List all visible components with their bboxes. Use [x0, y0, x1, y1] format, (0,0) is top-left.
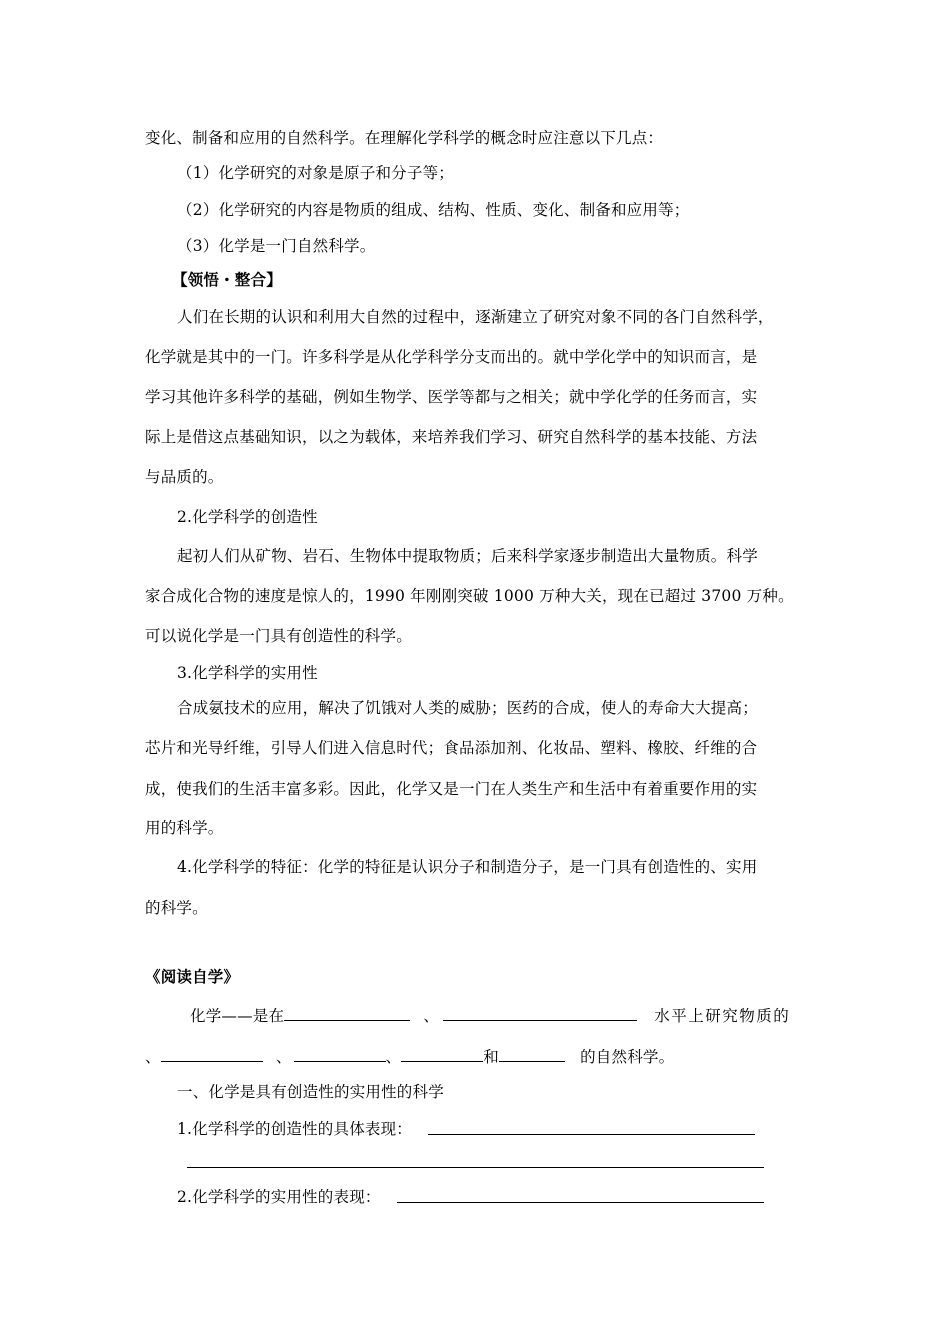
subsection-title: 2.化学科学的创造性: [177, 508, 318, 526]
paragraph-line: 化学就是其中的一门。许多科学是从化学科学分支而出的。就中学化学中的知识而言，是: [145, 348, 758, 366]
paragraph-line: 变化、制备和应用的自然科学。在理解化学科学的概念时应注意以下几点：: [145, 129, 664, 147]
paragraph-line: 用的科学。: [145, 819, 224, 837]
paragraph-line: 成，使我们的生活丰富多彩。因此，化学又是一门在人类生产和生活中有着重要作用的实: [145, 780, 758, 798]
section-heading: 【领悟・整合】: [172, 271, 282, 289]
paragraph-line: 芯片和光导纤维，引导人们进入信息时代；食品添加剂、化妆品、塑料、橡胶、纤维的合: [145, 739, 758, 757]
list-item: （1）化学研究的对象是原子和分子等；: [177, 164, 454, 182]
question-section-title: 一、化学是具有创造性的实用性的科学: [177, 1083, 444, 1101]
answer-line[interactable]: [428, 1134, 755, 1135]
paragraph-line: 人们在长期的认识和利用大自然的过程中，逐渐建立了研究对象不同的各门自然科学，: [177, 308, 774, 326]
paragraph-line: 际上是借这点基础知识，以之为载体，来培养我们学习、研究自然科学的基本技能、方法: [145, 428, 758, 446]
paragraph-line: 学习其他许多科学的基础，例如生物学、医学等都与之相关；就中学化学的任务而言，实: [145, 388, 758, 406]
answer-blank[interactable]: [284, 1004, 410, 1021]
subsection-title: 3.化学科学的实用性: [177, 664, 318, 682]
answer-blank[interactable]: [294, 1045, 386, 1062]
paragraph-line: 起初人们从矿物、岩石、生物体中提取物质；后来科学家逐步制造出大量物质。科学: [177, 547, 758, 565]
fill-in-line: [145, 1045, 674, 1067]
paragraph-line: 可以说化学是一门具有创造性的科学。: [145, 627, 412, 645]
answer-line[interactable]: [397, 1202, 764, 1203]
fill-text: 、: [385, 1048, 402, 1066]
question-label: 1.化学科学的创造性的具体表现：: [177, 1120, 412, 1138]
answer-line[interactable]: [187, 1167, 764, 1168]
paragraph-line: 的科学。: [145, 899, 208, 917]
fill-text: 的自然科学。: [580, 1048, 675, 1066]
fill-text: 和: [483, 1048, 499, 1066]
fill-in-line: [190, 1004, 790, 1026]
paragraph-line: 4.化学科学的特征：化学的特征是认识分子和制造分子，是一门具有创造性的、实用: [177, 858, 758, 876]
fill-text: 、: [423, 1007, 440, 1025]
fill-text: 化学——是在: [190, 1007, 285, 1025]
question-label: 2.化学科学的实用性的表现：: [177, 1188, 381, 1206]
fill-text: 水平上研究物质的: [654, 1007, 791, 1025]
paragraph-line: 家合成化合物的速度是惊人的，1990 年刚刚突破 1000 万种大关，现在已超过 3700 万种。: [145, 587, 794, 605]
fill-text: 、: [145, 1048, 161, 1066]
paragraph-line: 合成氨技术的应用，解决了饥饿对人类的威胁；医药的合成，使人的寿命大大提高；: [177, 699, 758, 717]
paragraph-line: 与品质的。: [145, 468, 224, 486]
list-item: （2）化学研究的内容是物质的组成、结构、性质、变化、制备和应用等；: [177, 201, 690, 219]
answer-blank[interactable]: [401, 1045, 483, 1062]
section-heading: 《阅读自学》: [145, 968, 240, 986]
fill-text: 、: [275, 1048, 292, 1066]
answer-blank[interactable]: [443, 1004, 637, 1021]
answer-blank[interactable]: [161, 1045, 263, 1062]
answer-blank[interactable]: [499, 1045, 565, 1062]
list-item: （3）化学是一门自然科学。: [177, 237, 376, 255]
